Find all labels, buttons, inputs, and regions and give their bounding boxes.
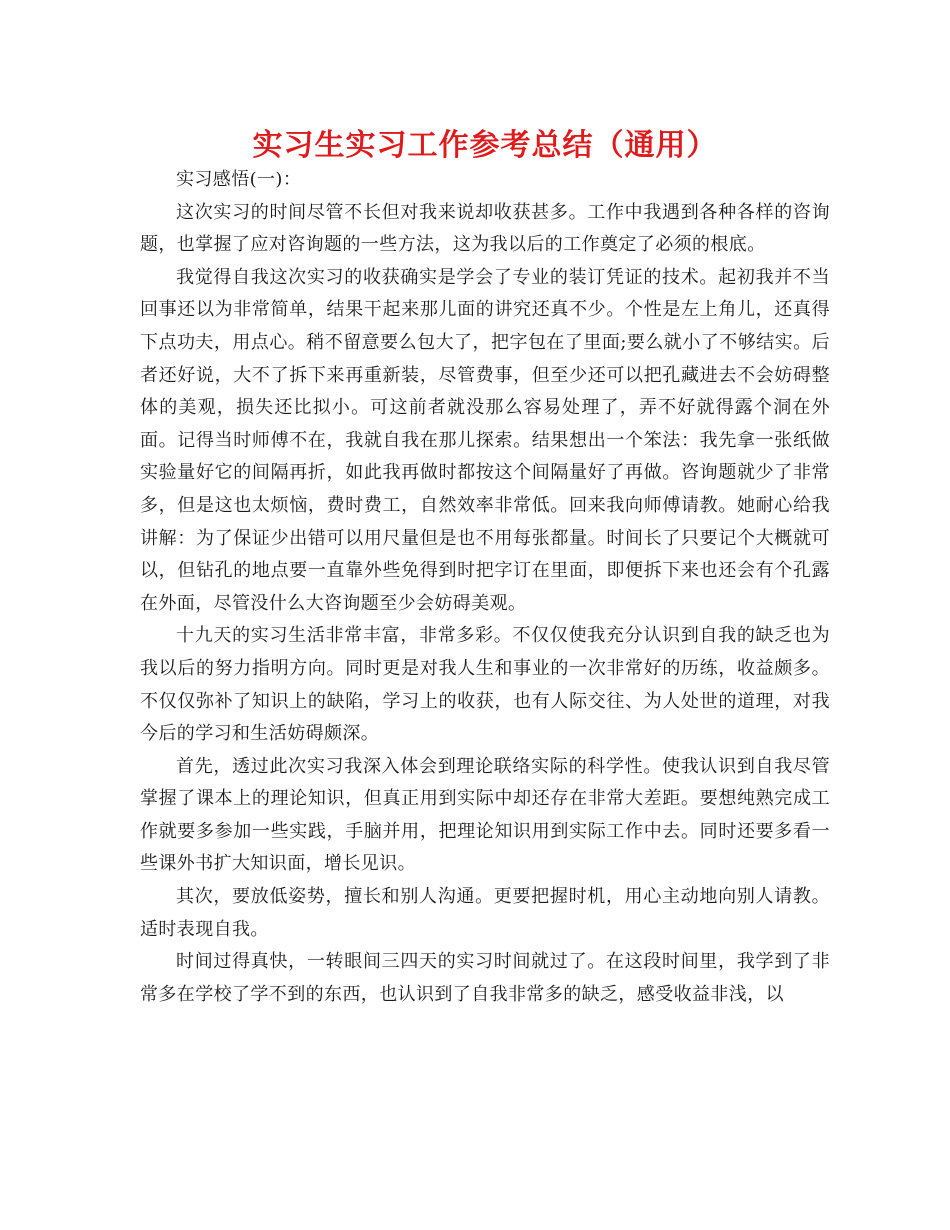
body-paragraph: 时间过得真快，一转眼间三四天的实习时间就过了。在这段时间里，我学到了非常多在学校了学不到的东西，也认识到了自我非常多的缺乏，感受收益非浅，以 — [140, 951, 830, 1005]
body-paragraph: 其次，要放低姿势，擅长和别人沟通。更要把握时机，用心主动地向别人请教。适时表现自我。 — [140, 886, 830, 940]
document-page — [140, 120, 830, 1011]
body-paragraph: 十九天的实习生活非常丰富，非常多彩。不仅仅使我充分认识到自我的缺乏也为我以后的努力指明方向。同时更是对我人生和事业的一次非常好的历练，收益颇多。不仅仅弥补了知识上的缺陷，学习上的收获，也有人际交往、为人处世的道理，对我今后的学习和生活妨碍颇深。 — [140, 625, 830, 745]
section-heading: 实习感悟(一)： — [176, 169, 302, 190]
body-paragraph: 我觉得自我这次实习的收获确实是学会了专业的装订凭证的技术。起初我并不当回事还以为非常简单，结果干起来那儿面的讲究还真不少。个性是左上角儿，还真得下点功夫，用点心。稍不留意要么包大了，把字包在了里面;要么就小了不够结实。后者还好说，大不了拆下来再重新装，尽管费事，但至少还可以把孔藏进去不会妨碍整体的美观，损失还比拟小。可这前者就没那么容易处理了，弄不好就得露个洞在外面。记得当时师傅不在，我就自我在那儿探索。结果想出一个笨法：我先拿一张纸做实验量好它的间隔再折，如此我再做时都按这个间隔量好了再做。咨询题就少了非常多，但是这也太烦恼，费时费工，自然效率非常低。回来我向师傅请教。她耐心给我讲解：为了保证少出错可以用尺量但是也不用每张都量。时间长了只要记个大概就可以，但钻孔的地点要一直靠外些免得到时把字订在里面，即便拆下来也还会有个孔露在外面，尽管没什么大咨询题至少会妨碍美观。 — [140, 266, 830, 614]
body-paragraph: 首先，透过此次实习我深入体会到理论联络实际的科学性。使我认识到自我尽管掌握了课本上的理论知识，但真正用到实际中却还存在非常大差距。要想纯熟完成工作就要多参加一些实践，手脑并用，把理论知识用到实际工作中去。同时还要多看一些课外书扩大知识面，增长见识。 — [140, 755, 830, 875]
document-title: 实习生实习工作参考总结（通用） — [252, 128, 718, 163]
body-paragraph: 这次实习的时间尽管不长但对我来说却收获甚多。工作中我遇到各种各样的咨询题，也掌握了应对咨询题的一些方法，这为我以后的工作奠定了必须的根底。 — [140, 201, 830, 256]
document-body — [140, 164, 830, 1011]
